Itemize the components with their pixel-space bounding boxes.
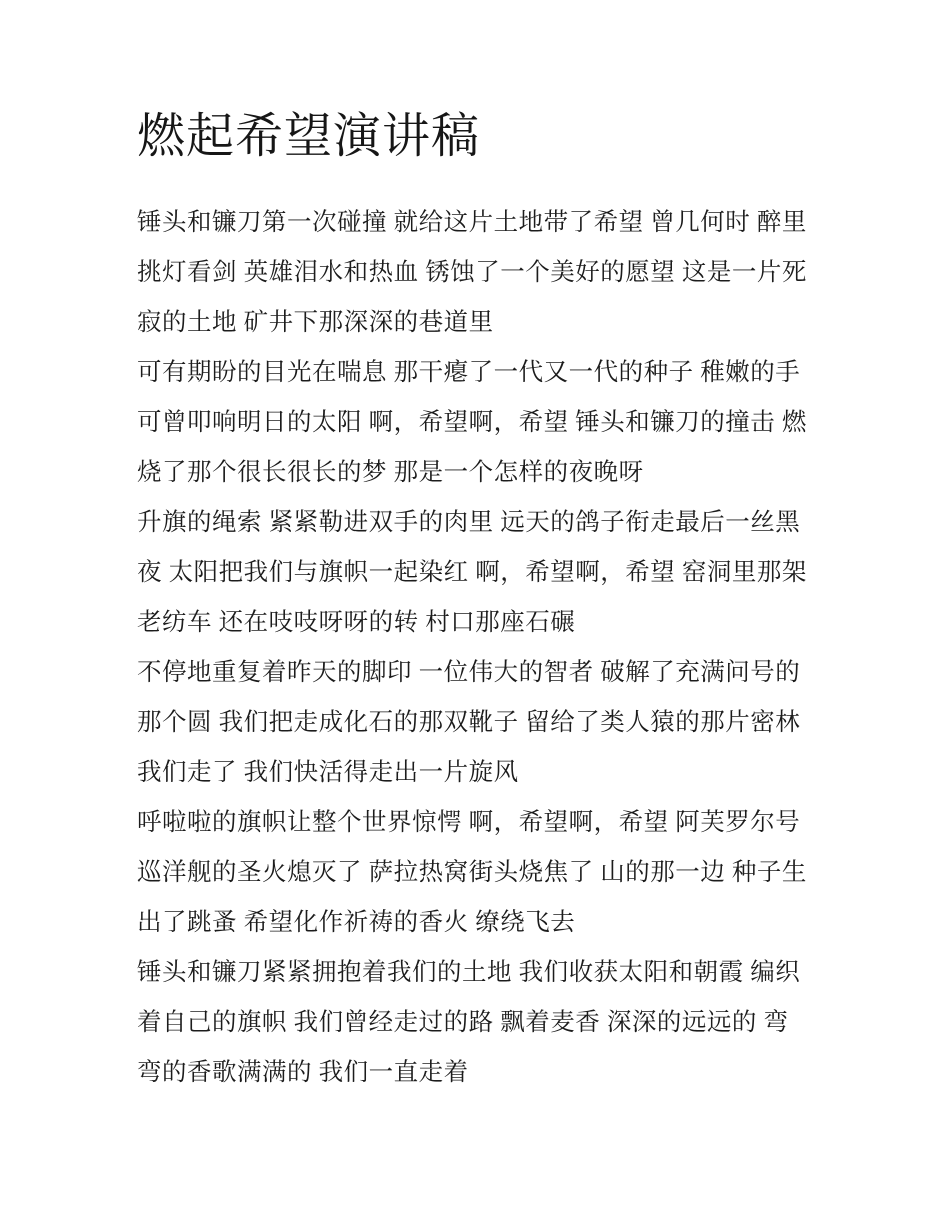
text-line: 烧了那个很长很长的梦 那是一个怎样的夜晚呀 bbox=[137, 458, 644, 486]
text-line: 可曾叩响明日的太阳 啊，希望啊，希望 锤头和镰刀的撞击 燃 bbox=[137, 408, 807, 436]
text-line: 可有期盼的目光在喘息 那干瘪了一代又一代的种子 稚嫩的手 bbox=[137, 358, 801, 386]
text-line: 着自己的旗帜 我们曾经走过的路 飘着麦香 深深的远远的 弯 bbox=[137, 1008, 789, 1036]
text-line: 呼啦啦的旗帜让整个世界惊愕 啊，希望啊，希望 阿芙罗尔号 bbox=[137, 808, 801, 836]
text-line: 锤头和镰刀第一次碰撞 就给这片土地带了希望 曾几何时 醉里 bbox=[137, 208, 807, 236]
text-line: 弯的香歌满满的 我们一直走着 bbox=[137, 1058, 469, 1086]
text-line: 不停地重复着昨天的脚印 一位伟大的智者 破解了充满问号的 bbox=[137, 658, 801, 686]
text-line: 那个圆 我们把走成化石的那双靴子 留给了类人猿的那片密林 bbox=[137, 708, 801, 736]
text-line: 升旗的绳索 紧紧勒进双手的肉里 远天的鸽子衔走最后一丝黑 bbox=[137, 508, 801, 536]
paragraph bbox=[137, 948, 820, 1098]
text-line: 巡洋舰的圣火熄灭了 萨拉热窝街头烧焦了 山的那一边 种子生 bbox=[137, 858, 807, 886]
paragraph bbox=[137, 198, 820, 348]
text-line: 挑灯看剑 英雄泪水和热血 锈蚀了一个美好的愿望 这是一片死 bbox=[137, 258, 807, 286]
text-line: 老纺车 还在吱吱呀呀的转 村口那座石碾 bbox=[137, 608, 576, 636]
text-line: 寂的土地 矿井下那深深的巷道里 bbox=[137, 308, 494, 336]
paragraph bbox=[137, 348, 820, 498]
text-line: 出了跳蚤 希望化作祈祷的香火 缭绕飞去 bbox=[137, 908, 576, 936]
text-line: 锤头和镰刀紧紧拥抱着我们的土地 我们收获太阳和朝霞 编织 bbox=[137, 958, 801, 986]
document-title: 燃起希望演讲稿 bbox=[137, 110, 481, 163]
document-body bbox=[137, 198, 820, 1098]
text-line: 夜 太阳把我们与旗帜一起染红 啊，希望啊，希望 窑洞里那架 bbox=[137, 558, 807, 586]
text-line: 我们走了 我们快活得走出一片旋风 bbox=[137, 758, 519, 786]
paragraph bbox=[137, 498, 820, 648]
paragraph bbox=[137, 798, 820, 948]
paragraph bbox=[137, 648, 820, 798]
